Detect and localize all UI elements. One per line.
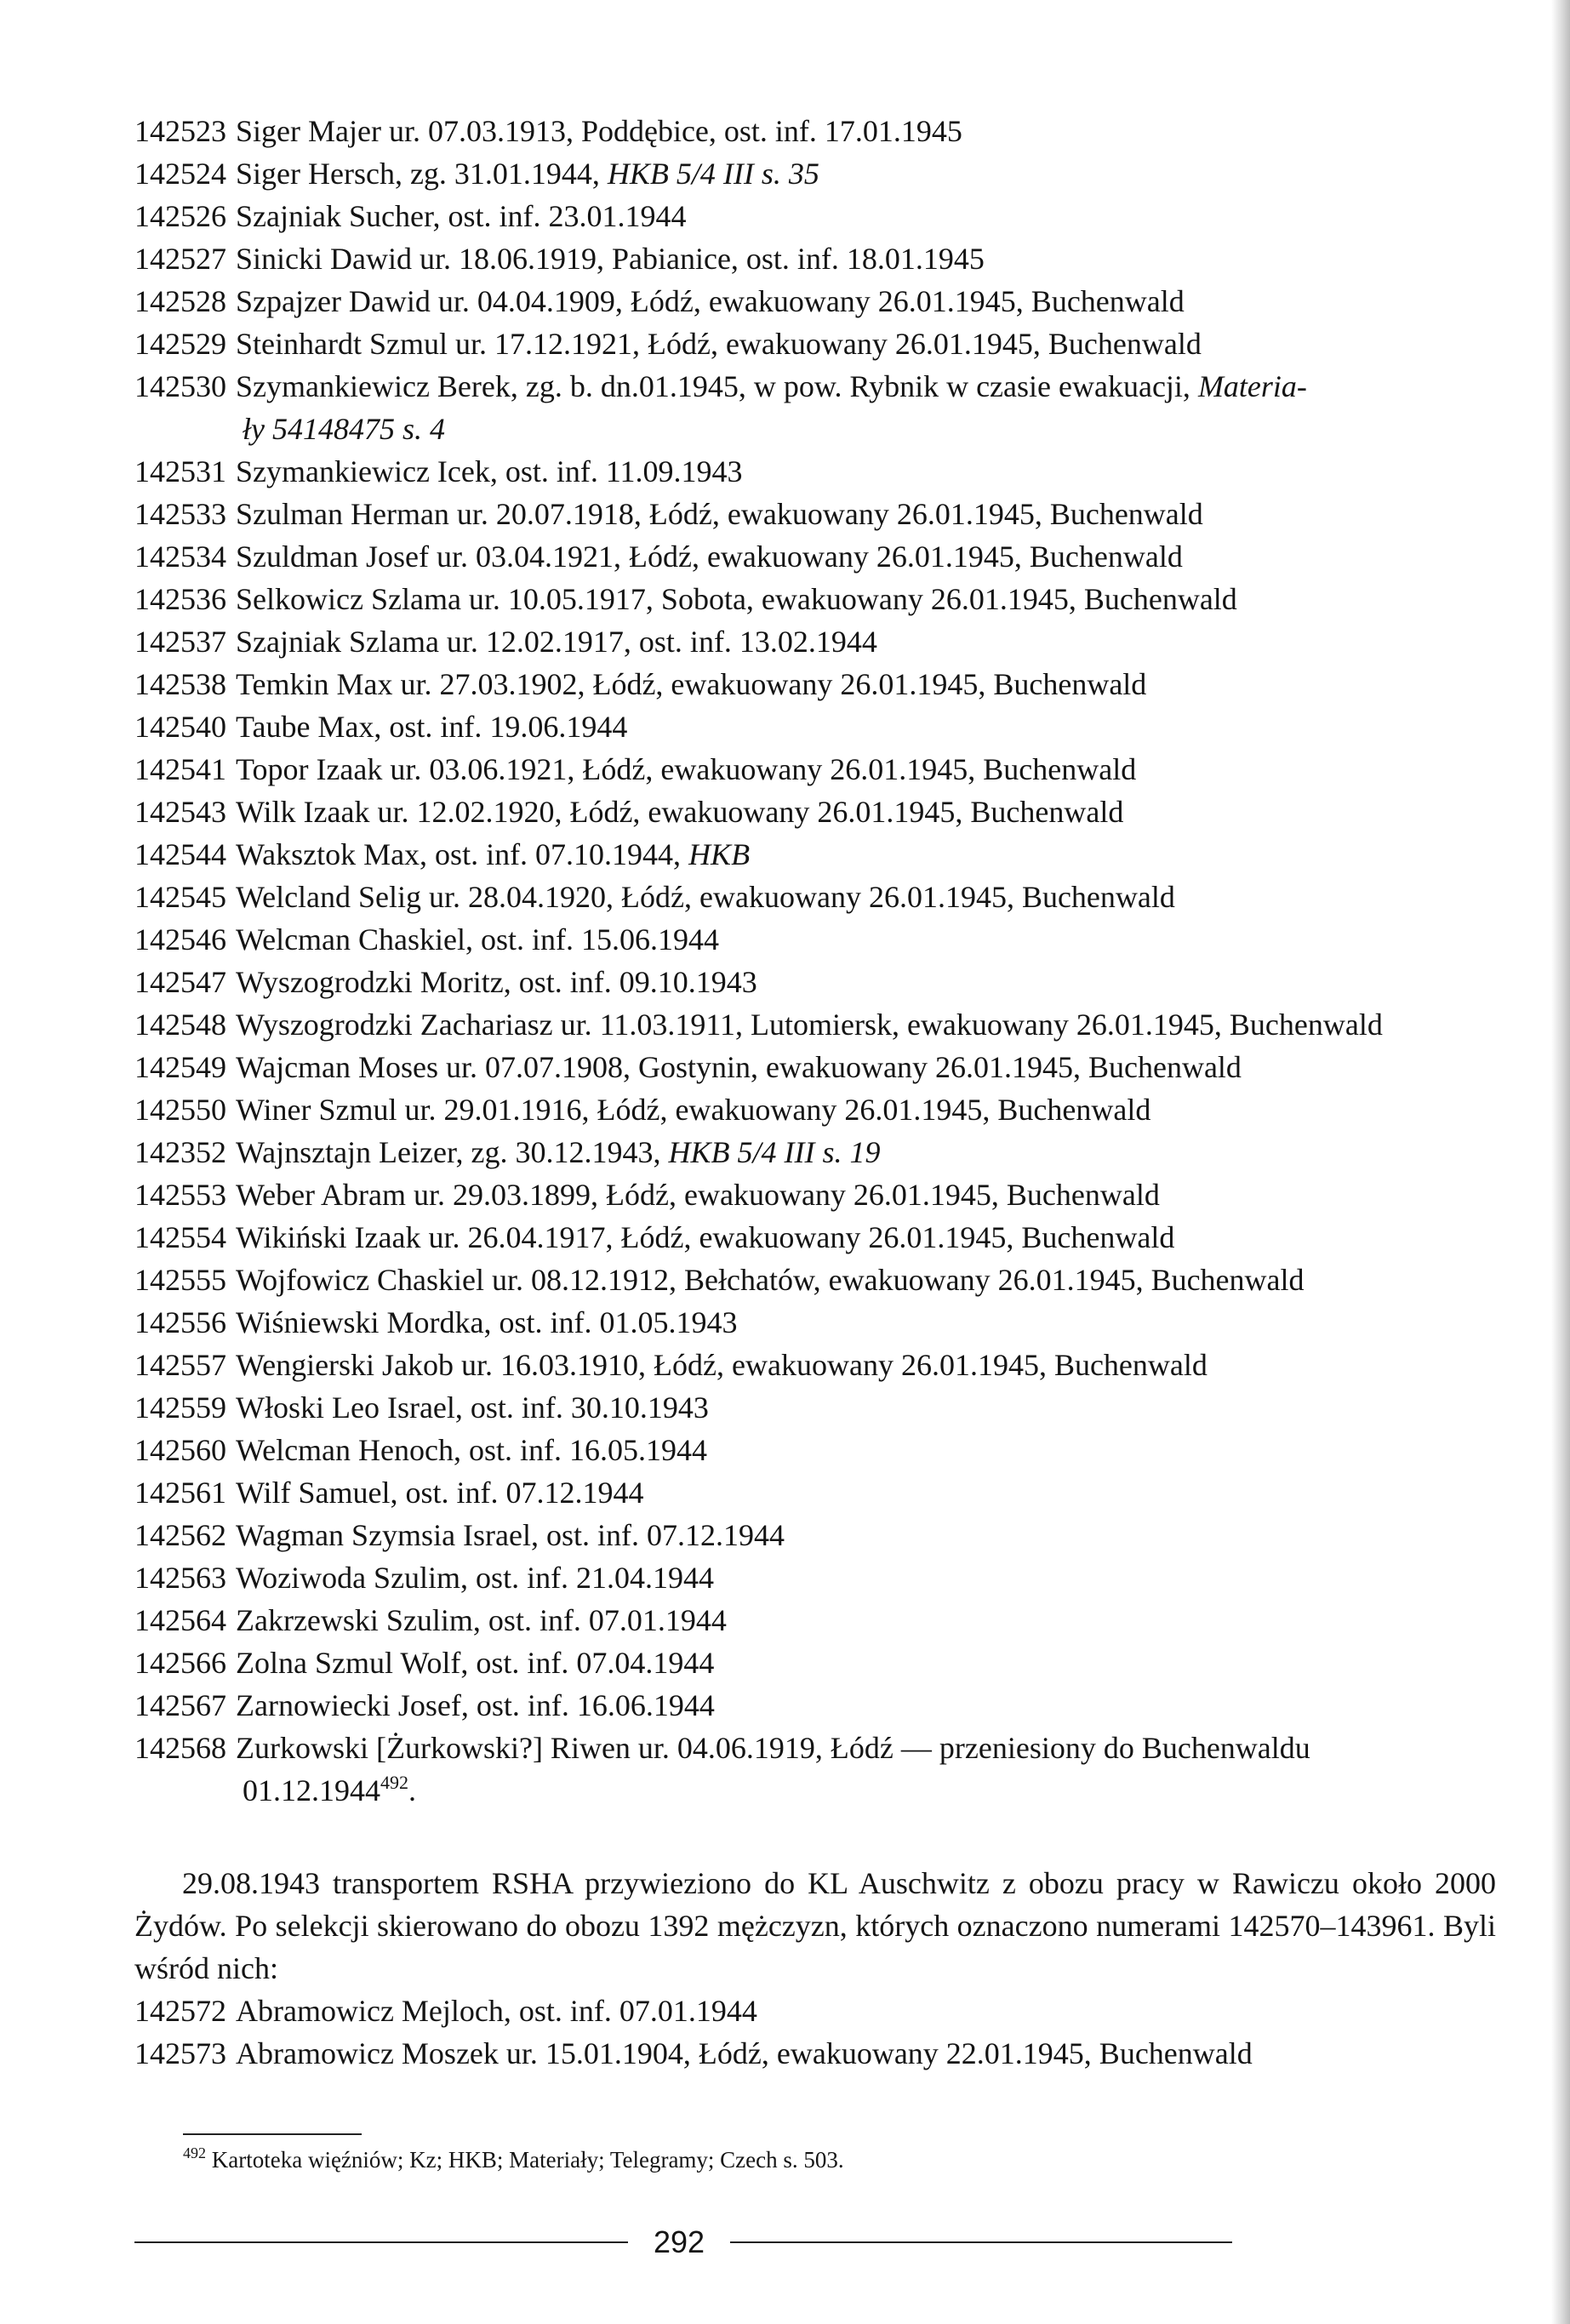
prisoner-details: Waksztok Max, ost. inf. 07.10.1944,	[236, 837, 689, 871]
prisoner-number: 142547	[134, 965, 226, 999]
prisoner-number: 142554	[134, 1220, 226, 1254]
prisoner-details: Selkowicz Szlama ur. 10.05.1917, Sobota, ewakuowany 26.01.1945, Buchenwald	[236, 582, 1237, 616]
page-number: 292	[653, 2224, 705, 2259]
prisoner-details: Wajnsztajn Leizer, zg. 30.12.1943,	[236, 1135, 669, 1169]
transport-section	[134, 1862, 1496, 2075]
prisoner-details: Szymankiewicz Icek, ost. inf. 11.09.1943	[236, 454, 743, 488]
prisoner-details: Wiśniewski Mordka, ost. inf. 01.05.1943	[236, 1305, 738, 1339]
list-item	[134, 365, 1496, 408]
prisoner-number: 142553	[134, 1178, 226, 1212]
page-gutter-shadow	[1551, 0, 1570, 2324]
prisoner-number: 142560	[134, 1433, 226, 1467]
list-item	[134, 1344, 1496, 1386]
prisoner-details: Wyszogrodzki Zachariasz ur. 11.03.1911, Lutomiersk, ewakuowany 26.01.1945, Buchenwald	[236, 1008, 1383, 1042]
transport-paragraph: 29.08.1943 transportem RSHA przywieziono do KL Auschwitz z obozu pracy w Rawiczu około 2000 Żydów. Po selekcji skierowano do obozu 1392 mężczyzn, których oznaczono numerami 142570–143961. Byli wśród nich:	[134, 1866, 1496, 1985]
prisoner-number: 142531	[134, 454, 226, 488]
prisoner-number: 142524	[134, 157, 226, 191]
prisoner-number: 142544	[134, 837, 226, 871]
prisoner-details: Zolna Szmul Wolf, ost. inf. 07.04.1944	[236, 1646, 715, 1680]
list-item	[134, 961, 1496, 1003]
prisoner-number: 142528	[134, 284, 226, 318]
prisoner-number: 142561	[134, 1476, 226, 1510]
prisoner-number: 142543	[134, 795, 226, 829]
prisoner-details: Welcman Henoch, ost. inf. 16.05.1944	[236, 1433, 707, 1467]
list-item	[134, 1003, 1496, 1046]
list-item	[134, 450, 1496, 493]
prisoner-number: 142523	[134, 114, 226, 148]
footer-rule-left	[134, 2241, 628, 2243]
footnote-number: 492	[183, 2144, 206, 2161]
trailing-punctuation: .	[408, 1773, 416, 1807]
footnote-reference: 492	[380, 1772, 408, 1793]
list-item	[134, 663, 1496, 705]
prisoner-number: 142540	[134, 710, 226, 744]
list-item	[134, 237, 1496, 280]
prisoner-details: Winer Szmul ur. 29.01.1916, Łódź, ewakuowany 26.01.1945, Buchenwald	[236, 1093, 1151, 1127]
list-item	[134, 1990, 1496, 2032]
list-item	[134, 1556, 1496, 1599]
list-item	[134, 1046, 1496, 1088]
footnote-text: Kartoteka więźniów; Kz; HKB; Materiały; Telegramy; Czech s. 503.	[211, 2147, 844, 2173]
prisoner-details: Wengierski Jakob ur. 16.03.1910, Łódź, ewakuowany 26.01.1945, Buchenwald	[236, 1348, 1207, 1382]
prisoner-details: Taube Max, ost. inf. 19.06.1944	[236, 710, 628, 744]
list-item	[134, 1131, 1496, 1173]
prisoner-details: Wojfowicz Chaskiel ur. 08.12.1912, Bełchatów, ewakuowany 26.01.1945, Buchenwald	[236, 1263, 1305, 1297]
prisoner-details: Wikiński Izaak ur. 26.04.1917, Łódź, ewakuowany 26.01.1945, Buchenwald	[236, 1220, 1175, 1254]
prisoner-number: 142533	[134, 497, 226, 531]
list-item	[134, 1599, 1496, 1642]
prisoner-details: Zarnowiecki Josef, ost. inf. 16.06.1944	[236, 1688, 715, 1722]
list-item	[134, 748, 1496, 791]
prisoner-details: Topor Izaak ur. 03.06.1921, Łódź, ewakuowany 26.01.1945, Buchenwald	[236, 752, 1137, 786]
prisoner-number: 142573	[134, 2036, 226, 2070]
page-footer	[134, 2221, 1232, 2264]
source-reference: HKB	[688, 837, 751, 871]
list-item	[134, 1429, 1496, 1471]
prisoner-number: 142559	[134, 1390, 226, 1425]
list-item	[134, 1216, 1496, 1259]
prisoner-number: 142545	[134, 880, 226, 914]
list-item	[134, 152, 1496, 195]
list-item	[134, 876, 1496, 918]
prisoner-details: Steinhardt Szmul ur. 17.12.1921, Łódź, ewakuowany 26.01.1945, Buchenwald	[236, 327, 1202, 361]
list-item	[134, 1088, 1496, 1131]
list-item	[134, 535, 1496, 578]
prisoner-number: 142548	[134, 1008, 226, 1042]
list-item	[134, 918, 1496, 961]
prisoner-details: Szajniak Sucher, ost. inf. 23.01.1944	[236, 199, 687, 233]
prisoner-number: 142550	[134, 1093, 226, 1127]
source-reference: HKB 5/4 III s. 19	[668, 1135, 881, 1169]
list-item	[134, 1471, 1496, 1514]
list-item	[134, 2032, 1496, 2075]
prisoner-details: Wilk Izaak ur. 12.02.1920, Łódź, ewakuowany 26.01.1945, Buchenwald	[236, 795, 1124, 829]
list-item	[134, 1173, 1496, 1216]
prisoner-number: 142557	[134, 1348, 226, 1382]
list-item	[134, 110, 1496, 152]
list-item-continuation	[134, 1769, 1496, 1812]
prisoner-number: 142556	[134, 1305, 226, 1339]
prisoner-details: Welcland Selig ur. 28.04.1920, Łódź, ewakuowany 26.01.1945, Buchenwald	[236, 880, 1175, 914]
prisoner-details: Wajcman Moses ur. 07.07.1908, Gostynin, ewakuowany 26.01.1945, Buchenwald	[236, 1050, 1242, 1084]
prisoner-details: Zakrzewski Szulim, ost. inf. 07.01.1944	[236, 1603, 727, 1637]
prisoner-details: Abramowicz Moszek ur. 15.01.1904, Łódź, ewakuowany 22.01.1945, Buchenwald	[236, 2036, 1253, 2070]
prisoner-details: Wagman Szymsia Israel, ost. inf. 07.12.1944	[236, 1518, 785, 1552]
transfer-date: 01.12.1944	[243, 1773, 380, 1807]
prisoner-details: Siger Majer ur. 07.03.1913, Poddębice, ost. inf. 17.01.1945	[236, 114, 962, 148]
prisoner-number: 142562	[134, 1518, 226, 1552]
prisoner-details: Abramowicz Mejloch, ost. inf. 07.01.1944	[236, 1994, 757, 2028]
prisoner-number: 142572	[134, 1994, 226, 2028]
prisoner-number: 142546	[134, 922, 226, 956]
prisoner-number: 142555	[134, 1263, 226, 1297]
prisoner-details: Sinicki Dawid ur. 18.06.1919, Pabianice, ost. inf. 18.01.1945	[236, 242, 985, 276]
footer-rule-right	[730, 2241, 1232, 2243]
source-reference: Materia-	[1197, 369, 1307, 403]
list-item	[134, 323, 1496, 365]
prisoner-details: Zurkowski [Żurkowski?] Riwen ur. 04.06.1919, Łódź — przeniesiony do Buchenwaldu	[236, 1731, 1310, 1765]
list-item	[134, 1684, 1496, 1727]
prisoner-details: Szuldman Josef ur. 03.04.1921, Łódź, ewakuowany 26.01.1945, Buchenwald	[236, 540, 1183, 574]
prisoner-number: 142536	[134, 582, 226, 616]
list-item	[134, 1642, 1496, 1684]
prisoner-details: Szajniak Szlama ur. 12.02.1917, ost. inf. 13.02.1944	[236, 625, 877, 659]
footnote	[183, 2144, 844, 2175]
list-item	[134, 705, 1496, 748]
prisoner-number: 142566	[134, 1646, 226, 1680]
list-item	[134, 493, 1496, 535]
prisoner-number: 142538	[134, 667, 226, 701]
list-item	[134, 578, 1496, 620]
prisoner-number: 142527	[134, 242, 226, 276]
list-item	[134, 280, 1496, 323]
prisoner-details: Temkin Max ur. 27.03.1902, Łódź, ewakuowany 26.01.1945, Buchenwald	[236, 667, 1147, 701]
prisoner-details: Szpajzer Dawid ur. 04.04.1909, Łódź, ewakuowany 26.01.1945, Buchenwald	[236, 284, 1185, 318]
prisoner-list	[134, 110, 1496, 1812]
prisoner-number: 142529	[134, 327, 226, 361]
prisoner-number: 142530	[134, 369, 226, 403]
prisoner-details: Szulman Herman ur. 20.07.1918, Łódź, ewakuowany 26.01.1945, Buchenwald	[236, 497, 1203, 531]
prisoner-number: 142568	[134, 1731, 226, 1765]
prisoner-details: Welcman Chaskiel, ost. inf. 15.06.1944	[236, 922, 720, 956]
list-item	[134, 1514, 1496, 1556]
prisoner-details: Wyszogrodzki Moritz, ost. inf. 09.10.1943	[236, 965, 757, 999]
list-item	[134, 791, 1496, 833]
prisoner-number: 142563	[134, 1561, 226, 1595]
prisoner-number: 142541	[134, 752, 226, 786]
prisoner-list-continued	[134, 1990, 1496, 2075]
list-item	[134, 1727, 1496, 1769]
prisoner-number: 142534	[134, 540, 226, 574]
prisoner-details: Wilf Samuel, ost. inf. 07.12.1944	[236, 1476, 644, 1510]
list-item	[134, 195, 1496, 237]
prisoner-number: 142537	[134, 625, 226, 659]
prisoner-number: 142567	[134, 1688, 226, 1722]
list-item-continuation	[134, 408, 1496, 450]
list-item	[134, 620, 1496, 663]
prisoner-details: Włoski Leo Israel, ost. inf. 30.10.1943	[236, 1390, 709, 1425]
list-item	[134, 1259, 1496, 1301]
prisoner-details: Weber Abram ur. 29.03.1899, Łódź, ewakuowany 26.01.1945, Buchenwald	[236, 1178, 1160, 1212]
list-item	[134, 1386, 1496, 1429]
footnote-rule	[183, 2133, 362, 2135]
prisoner-number: 142564	[134, 1603, 226, 1637]
prisoner-details: Woziwoda Szulim, ost. inf. 21.04.1944	[236, 1561, 715, 1595]
prisoner-number: 142549	[134, 1050, 226, 1084]
source-reference: ły 54148475 s. 4	[243, 412, 445, 446]
list-item	[134, 1301, 1496, 1344]
prisoner-number: 142352	[134, 1135, 226, 1169]
list-item	[134, 833, 1496, 876]
prisoner-number: 142526	[134, 199, 226, 233]
source-reference: HKB 5/4 III s. 35	[607, 157, 819, 191]
prisoner-details: Siger Hersch, zg. 31.01.1944,	[236, 157, 608, 191]
prisoner-details: Szymankiewicz Berek, zg. b. dn.01.1945, w pow. Rybnik w czasie ewakuacji,	[236, 369, 1198, 403]
